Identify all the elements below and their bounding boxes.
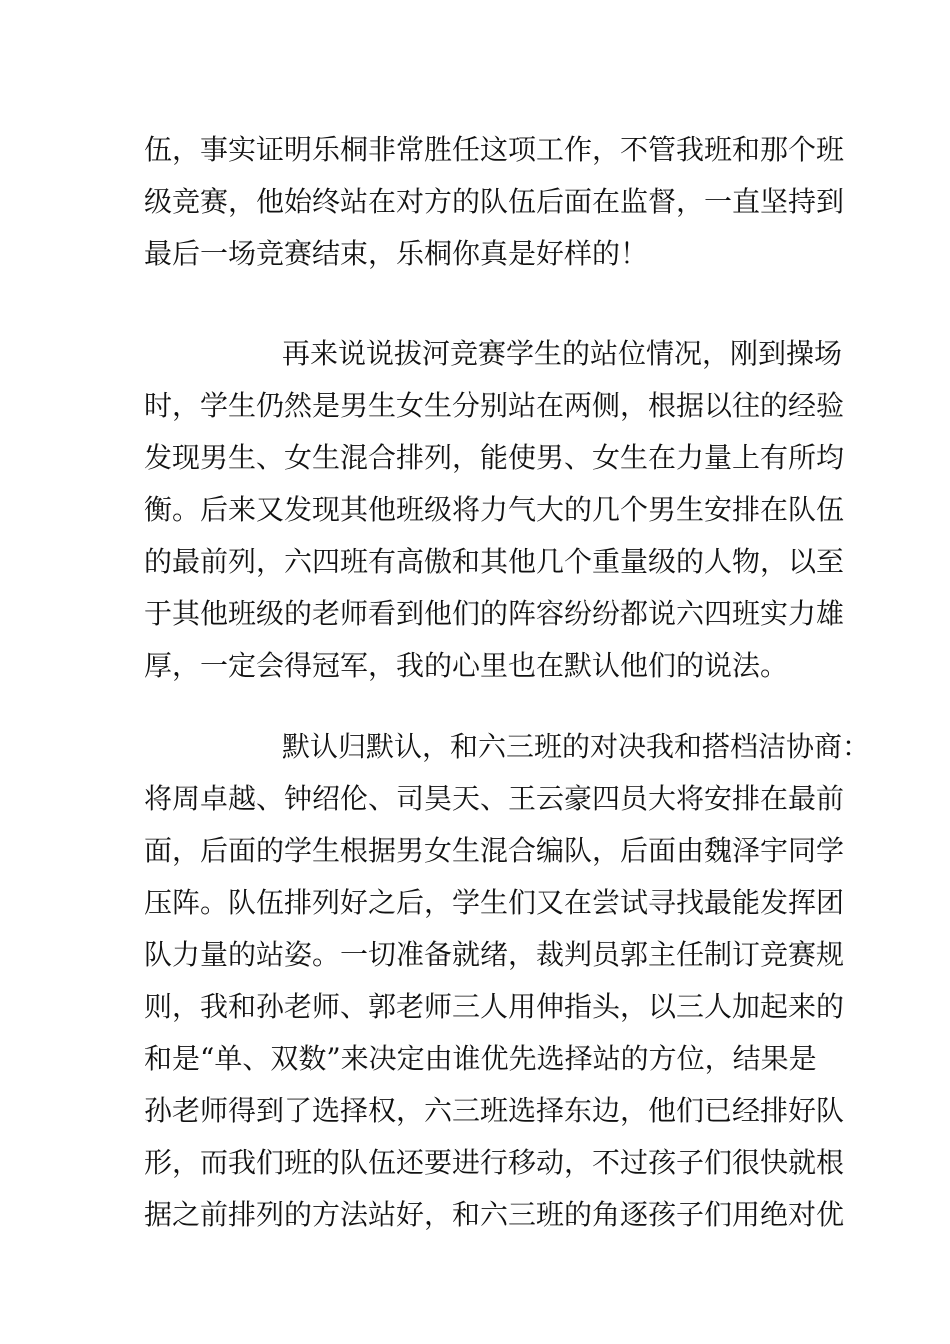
paragraph-2-line-2: 时，学生仍然是男生女生分别站在两侧，根据以往的经验 [144,389,845,422]
paragraph-3-line-7: 和是“单、双数”来决定由谁优先选择站的方位，结果是 [144,1042,817,1075]
paragraph-3-line-10: 据之前排列的方法站好，和六三班的角逐孩子们用绝对优 [144,1198,845,1231]
paragraph-2-line-5: 的最前列，六四班有高傲和其他几个重量级的人物，以至 [144,545,845,578]
paragraph-1-line-2: 级竞赛，他始终站在对方的队伍后面在监督，一直坚持到 [144,185,845,218]
paragraph-2-line-6: 于其他班级的老师看到他们的阵容纷纷都说六四班实力雄 [144,597,845,630]
paragraph-3-line-4: 压阵。队伍排列好之后，学生们又在尝试寻找最能发挥团 [144,886,845,919]
paragraph-2-line-1: 再来说说拔河竞赛学生的站位情况，刚到操场 [282,337,843,370]
paragraph-2-line-4: 衡。后来又发现其他班级将力气大的几个男生安排在队伍 [144,493,845,526]
paragraph-3-line-5: 队力量的站姿。一切准备就绪，裁判员郭主任制订竞赛规 [144,938,845,971]
paragraph-3-line-6: 则，我和孙老师、郭老师三人用伸指头，以三人加起来的 [144,990,845,1023]
paragraph-3-line-1: 默认归默认，和六三班的对决我和搭档洁协商： [282,730,871,763]
paragraph-1-line-3: 最后一场竞赛结束，乐桐你真是好样的！ [144,237,649,270]
paragraph-3-line-3: 面，后面的学生根据男女生混合编队，后面由魏泽宇同学 [144,834,845,867]
paragraph-3-line-9: 形，而我们班的队伍还要进行移动，不过孩子们很快就根 [144,1146,845,1179]
paragraph-2-line-7: 厚，一定会得冠军，我的心里也在默认他们的说法。 [144,649,789,682]
paragraph-3-line-8: 孙老师得到了选择权，六三班选择东边，他们已经排好队 [144,1094,845,1127]
paragraph-1-line-1: 伍，事实证明乐桐非常胜任这项工作，不管我班和那个班 [144,133,845,166]
paragraph-2-line-3: 发现男生、女生混合排列，能使男、女生在力量上有所均 [144,441,845,474]
paragraph-3-line-2: 将周卓越、钟绍伦、司昊天、王云豪四员大将安排在最前 [144,782,845,815]
